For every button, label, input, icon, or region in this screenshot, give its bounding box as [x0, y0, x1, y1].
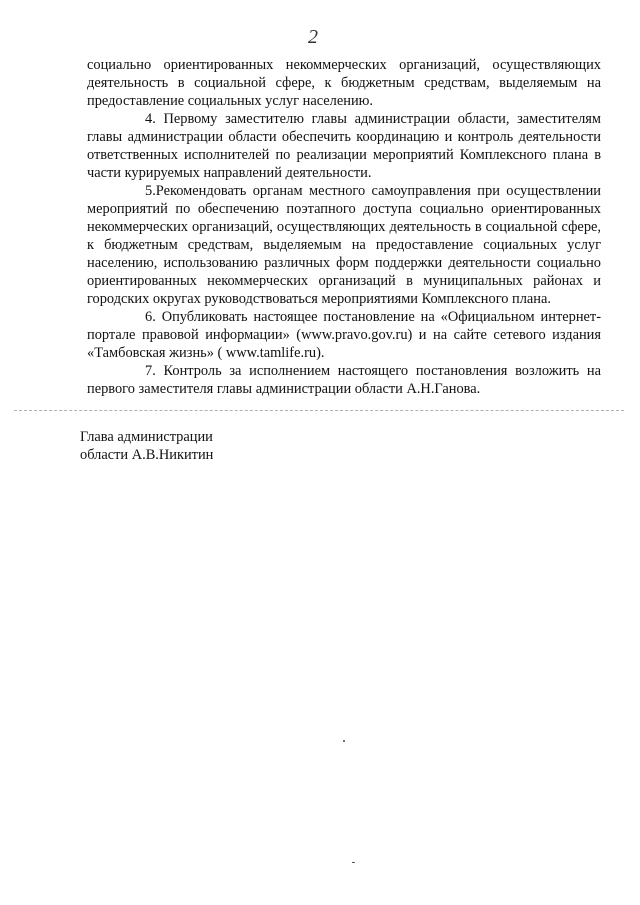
document-body: [87, 56, 601, 398]
paragraph-item-5: 5.Рекомендовать органам местного самоуправления при осуществлении мероприятий по обеспечению поэтапного доступа социально ориентированных некоммерческих организаций, осуществляющих деятельность в социальной сфере, к бюджетным средствам, выделяемым на предоставление социальных услуг населению, использованию различных форм поддержки деятельности социально ориентированных некоммерческих организаций в муниципальных районах и городских округах руководствоваться мероприятиями Комплексного плана.: [87, 183, 601, 307]
signature-block: [80, 428, 213, 464]
paragraph-item-4: 4. Первому заместителю главы администрации области, заместителям главы администрации области обеспечить координацию и контроль деятельности ответственных исполнителей по реализации мероприятий Комплексного плана в части курируемых направлений деятельности.: [87, 111, 601, 181]
signature-title: Глава администрации: [80, 429, 213, 445]
signature-name: области А.В.Никитин: [80, 447, 214, 463]
paragraph-continuation: социально ориентированных некоммерческих организаций, осуществляющих деятельность в социальной сфере, к бюджетным средствам, выделяемым на предоставление социальных услуг населению.: [87, 57, 601, 109]
scan-speck: [343, 740, 345, 742]
scan-divider-line: [14, 410, 624, 411]
paragraph-item-6: 6. Опубликовать настоящее постановление на «Официальном интернет-портале правовой информации» (www.pravo.gov.ru) и на сайте сетевого издания «Тамбовская жизнь» ( www.tamlife.ru).: [87, 309, 601, 361]
page-number: 2: [308, 26, 318, 48]
paragraph-item-7: 7. Контроль за исполнением настоящего постановления возложить на первого заместителя главы администрации области А.Н.Ганова.: [87, 363, 601, 397]
scan-speck: [352, 862, 355, 863]
